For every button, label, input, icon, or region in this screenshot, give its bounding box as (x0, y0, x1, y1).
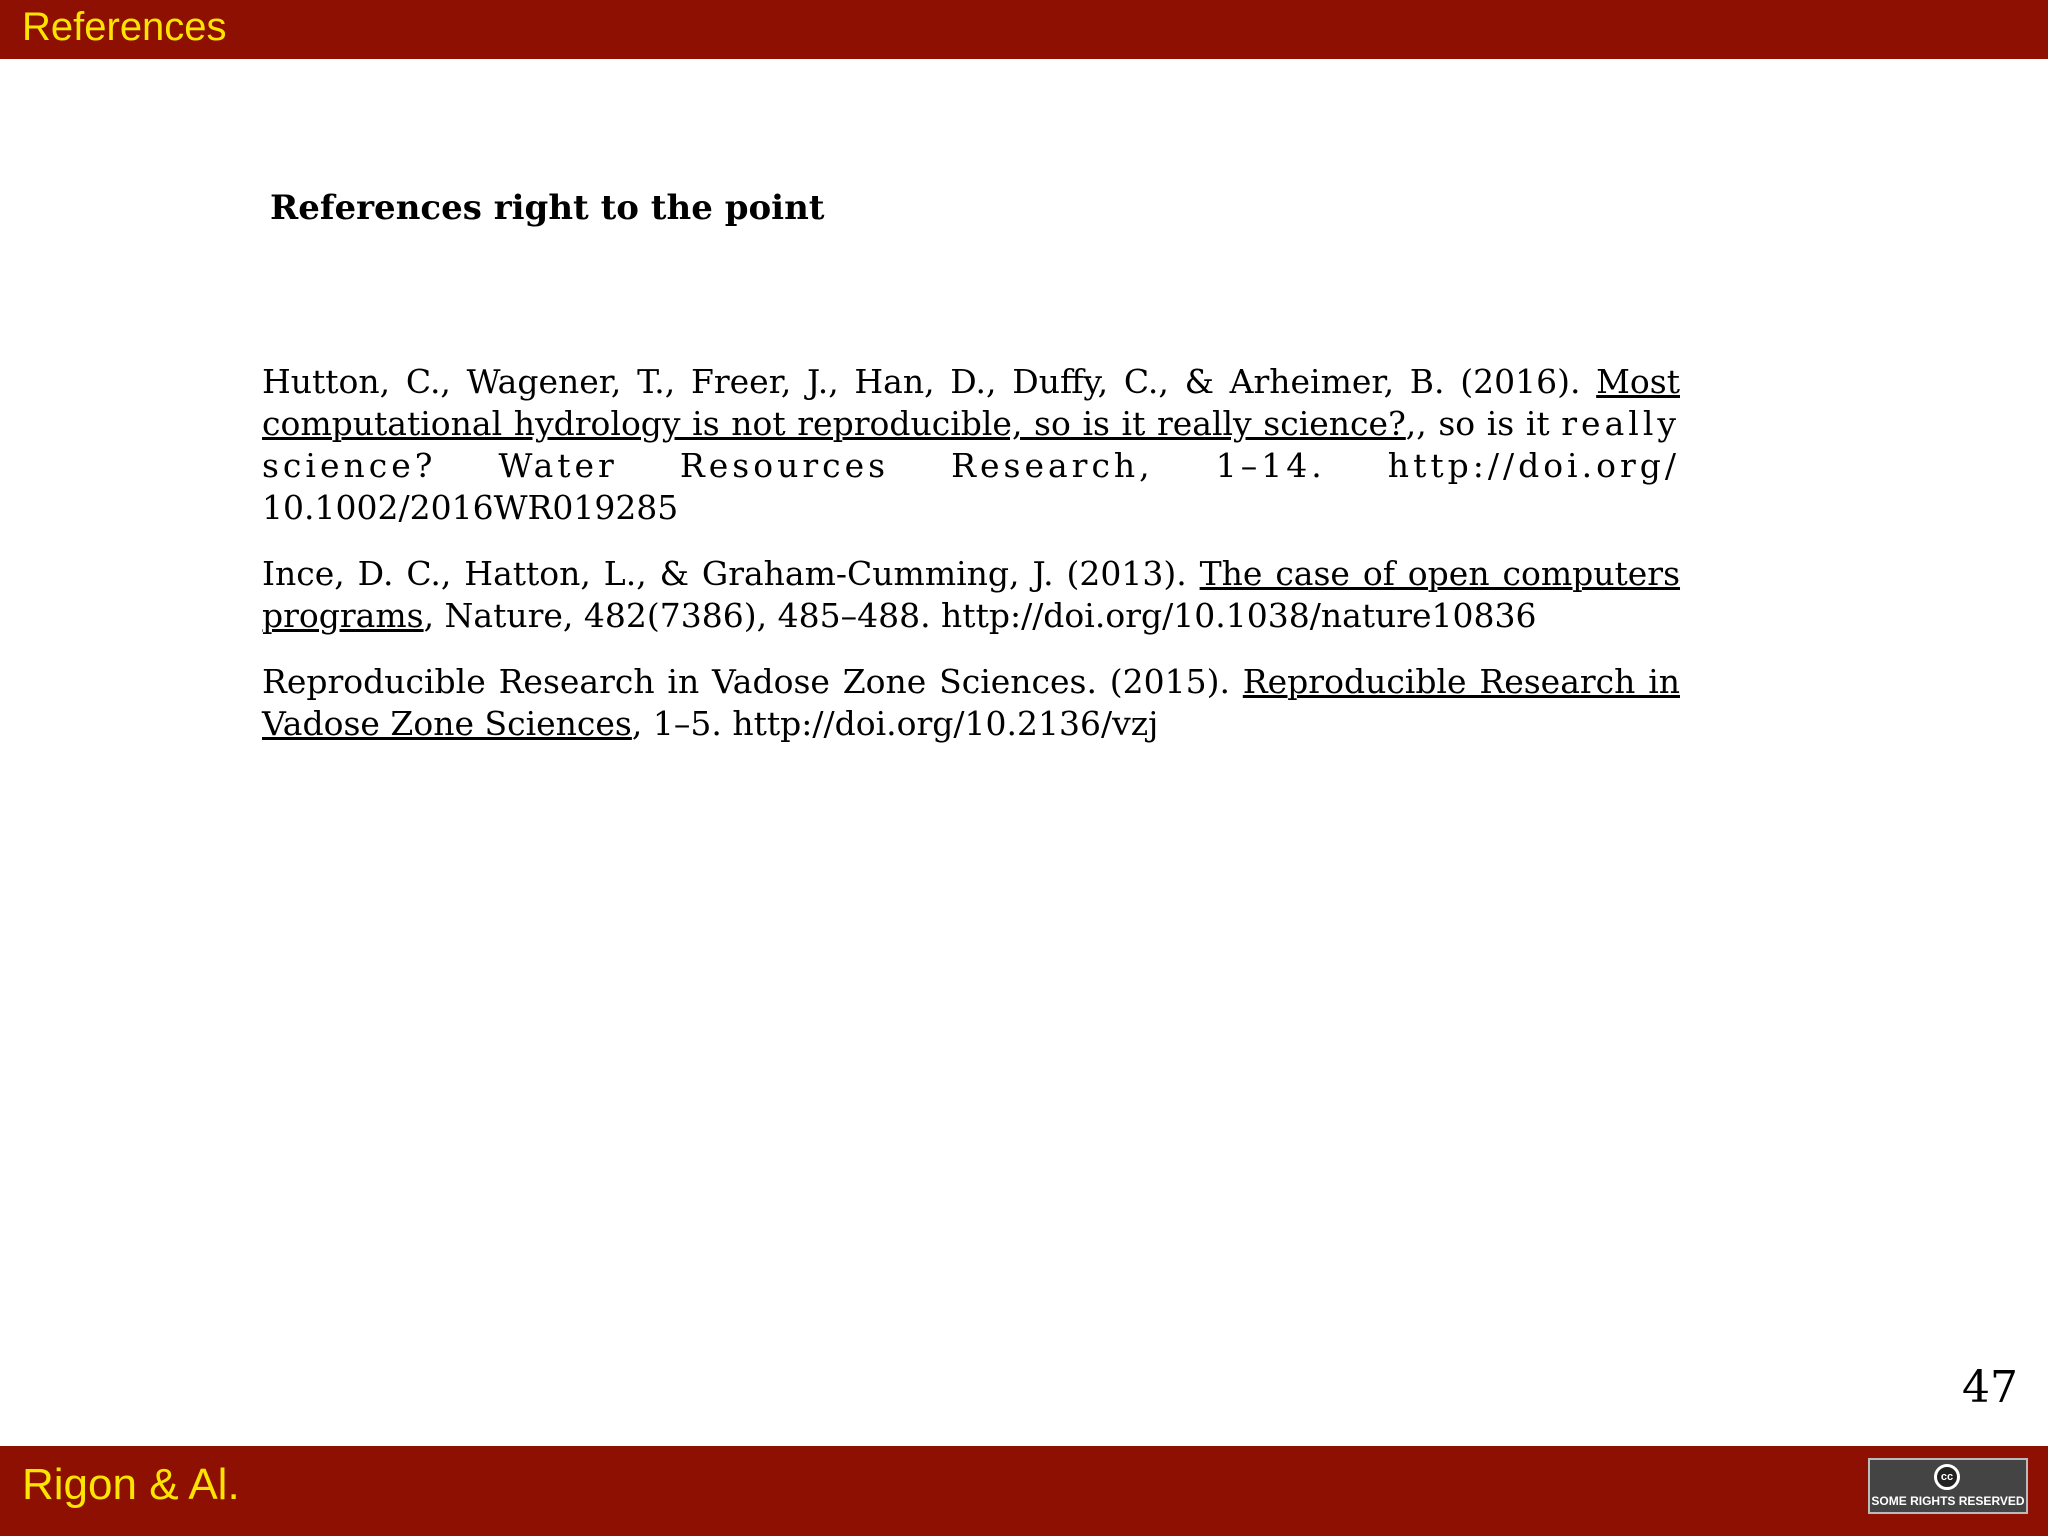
reference-item-vadose (262, 661, 1680, 745)
page-number: 47 (1962, 1362, 2018, 1413)
reference-details: ,, so is it (1405, 404, 1562, 443)
reference-details: really science? Water Resources Research, 1–14. http://doi.org/ (262, 404, 1681, 485)
footer-bar (0, 1446, 2048, 1536)
reference-details: , Nature, 482(7386), 485–488. http://doi.org/10.1038/nature10836 (423, 596, 1537, 635)
creative-commons-icon: cc (1934, 1464, 1960, 1490)
license-badge[interactable] (1868, 1458, 2028, 1514)
page-heading: References right to the point (270, 188, 825, 228)
header-bar (0, 0, 2048, 59)
reference-link[interactable]: Most computational hydrology is not reproducible, so is it really science? (262, 362, 1680, 443)
reference-item-ince (262, 553, 1680, 637)
reference-citation: Hutton, C., Wagener, T., Freer, J., Han, D., Duffy, C., & Arheimer, B. (2016). (262, 362, 1597, 401)
reference-details: , 1–5. http://doi.org/10.2136/vzj (631, 704, 1159, 743)
footer-author: Rigon & Al. (22, 1460, 240, 1509)
reference-doi: 10.1002/2016WR019285 (262, 488, 679, 527)
reference-list (262, 361, 1680, 769)
reference-link[interactable]: The case of open computers programs (262, 554, 1681, 635)
reference-citation: Ince, D. C., Hatton, L., & Graham-Cumming, J. (2013). (262, 554, 1200, 593)
reference-item-hutton (262, 361, 1680, 529)
reference-link[interactable]: Reproducible Research in Vadose Zone Sciences (262, 662, 1680, 743)
reference-citation: Reproducible Research in Vadose Zone Sciences. (2015). (262, 662, 1243, 701)
slide-section-title: References (22, 5, 227, 49)
license-text: SOME RIGHTS RESERVED (1871, 1494, 2025, 1508)
